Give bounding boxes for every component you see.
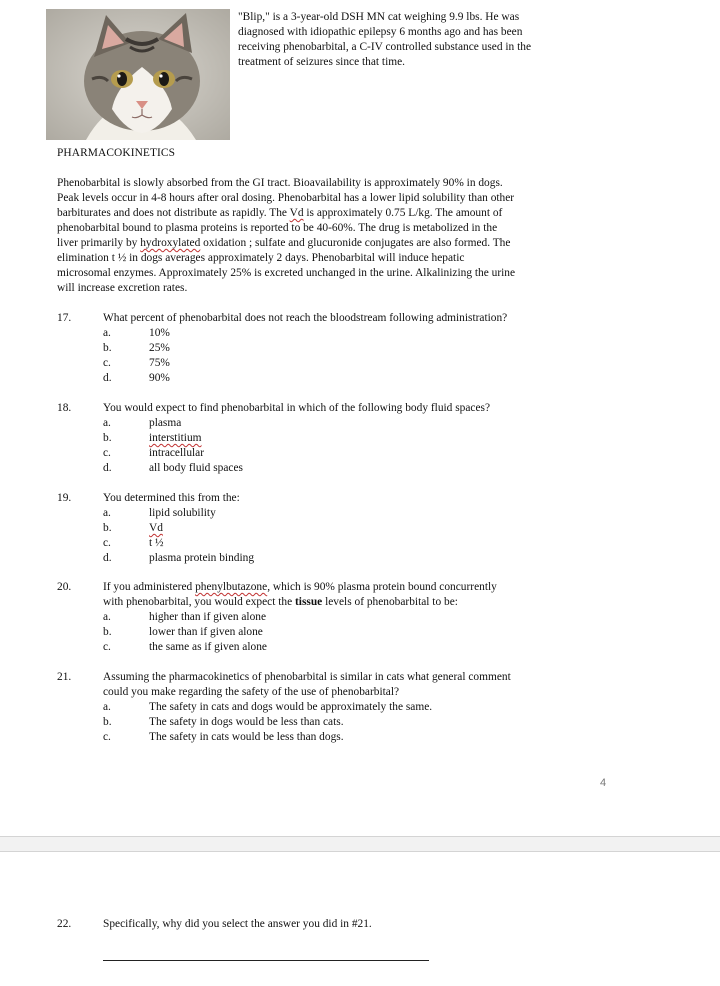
cat-photo-illustration: [46, 9, 230, 140]
option: a. higher than if given alone: [103, 611, 267, 623]
intro-line: receiving phenobarbital, a C-IV controlled substance used in the: [238, 41, 532, 53]
option: d. plasma protein binding: [103, 552, 255, 564]
paragraph-line: Peak levels occur in 4-8 hours after oral dosing. Phenobarbital has a lower lipid solubility than other: [57, 192, 515, 204]
section-heading: PHARMACOKINETICS: [57, 147, 176, 159]
paragraph-line: microsomal enzymes. Approximately 25% is excreted unchanged in the urine. Alkalinizing the urine: [57, 267, 516, 279]
option: a. The safety in cats and dogs would be approximately the same.: [103, 701, 433, 713]
paragraph-line: phenobarbital bound to plasma proteins is reported to be 40-60%. The drug is metabolized in the: [57, 222, 498, 234]
option: a. plasma: [103, 417, 182, 429]
option: b. The safety in dogs would be less than cats.: [103, 716, 344, 728]
intro-line: diagnosed with idiopathic epilepsy 6 months ago and has been: [238, 26, 523, 38]
question-stem: Specifically, why did you select the answer you did in #21.: [103, 918, 372, 930]
question-number: 20.: [57, 581, 72, 593]
option: c. The safety in cats would be less than dogs.: [103, 731, 344, 743]
option: c. 75%: [103, 357, 170, 369]
paragraph-line: will increase excretion rates.: [57, 282, 188, 294]
intro-line: "Blip," is a 3-year-old DSH MN cat weighing 9.9 lbs. He was: [238, 11, 520, 23]
option: b. lower than if given alone: [103, 626, 263, 638]
question-number: 17.: [57, 312, 72, 324]
question-stem: What percent of phenobarbital does not reach the bloodstream following administration?: [103, 312, 508, 324]
spellcheck-word: hydroxylated: [140, 237, 201, 249]
spellcheck-word: phenylbutazone: [195, 581, 268, 593]
paragraph-line: Phenobarbital is slowly absorbed from the GI tract. Bioavailability is approximately 90% in dogs.: [57, 177, 503, 189]
case-description: [238, 10, 598, 70]
option-list: [57, 700, 657, 745]
option: c. t ½: [103, 537, 164, 549]
pharmacokinetics-paragraph: [57, 176, 612, 296]
spellcheck-word: Vd: [149, 522, 163, 534]
spellcheck-word: interstitium: [149, 432, 202, 444]
option: c. the same as if given alone: [103, 641, 267, 653]
cat-photo: [46, 9, 230, 140]
intro-line: treatment of seizures since that time.: [238, 56, 405, 68]
emphasis-word: tissue: [295, 596, 323, 608]
question-number: 18.: [57, 402, 72, 414]
question-number: 22.: [57, 918, 72, 930]
page-break: [0, 836, 720, 852]
option-list: [57, 326, 657, 386]
option: a. lipid solubility: [103, 507, 216, 519]
option-list: [57, 610, 657, 655]
option: b. 25%: [103, 342, 170, 354]
question-number: 19.: [57, 492, 72, 504]
question-stem: You would expect to find phenobarbital in which of the following body fluid spaces?: [103, 402, 491, 414]
question-stem: If you administered phenylbutazone, which is 90% plasma protein bound concurrently with phenobarbital, you would expect the tissue levels of phenobarbital to be:: [103, 581, 497, 608]
spellcheck-word: Vd: [289, 207, 304, 219]
option: d. all body fluid spaces: [103, 462, 243, 474]
option: d. 90%: [103, 372, 170, 384]
option: b. interstitium: [103, 432, 202, 444]
document-page-2: [0, 852, 720, 986]
question-number: 21.: [57, 671, 72, 683]
option-list: [57, 416, 657, 476]
page-number: 4: [600, 777, 607, 789]
option: a. 10%: [103, 327, 170, 339]
option: c. intracellular: [103, 447, 205, 459]
option-list: [57, 506, 657, 566]
answer-line[interactable]: [103, 960, 429, 961]
paragraph-line: barbiturates and does not distribute as rapidly. The Vd is approximately 0.75 L/kg. The amount of: [57, 207, 503, 219]
option: b. Vd: [103, 522, 163, 534]
question-stem: Assuming the pharmacokinetics of phenobarbital is similar in cats what general comment could you make regarding the safety of the use of phenobarbital?: [103, 671, 511, 698]
paragraph-line: elimination t ½ in dogs averages approximately 2 days. Phenobarbital will induce hepatic: [57, 252, 465, 264]
paragraph-line: liver primarily by hydroxylated oxidation ; sulfate and glucuronide conjugates are also formed. The: [57, 237, 511, 249]
question-stem: You determined this from the:: [103, 492, 240, 504]
